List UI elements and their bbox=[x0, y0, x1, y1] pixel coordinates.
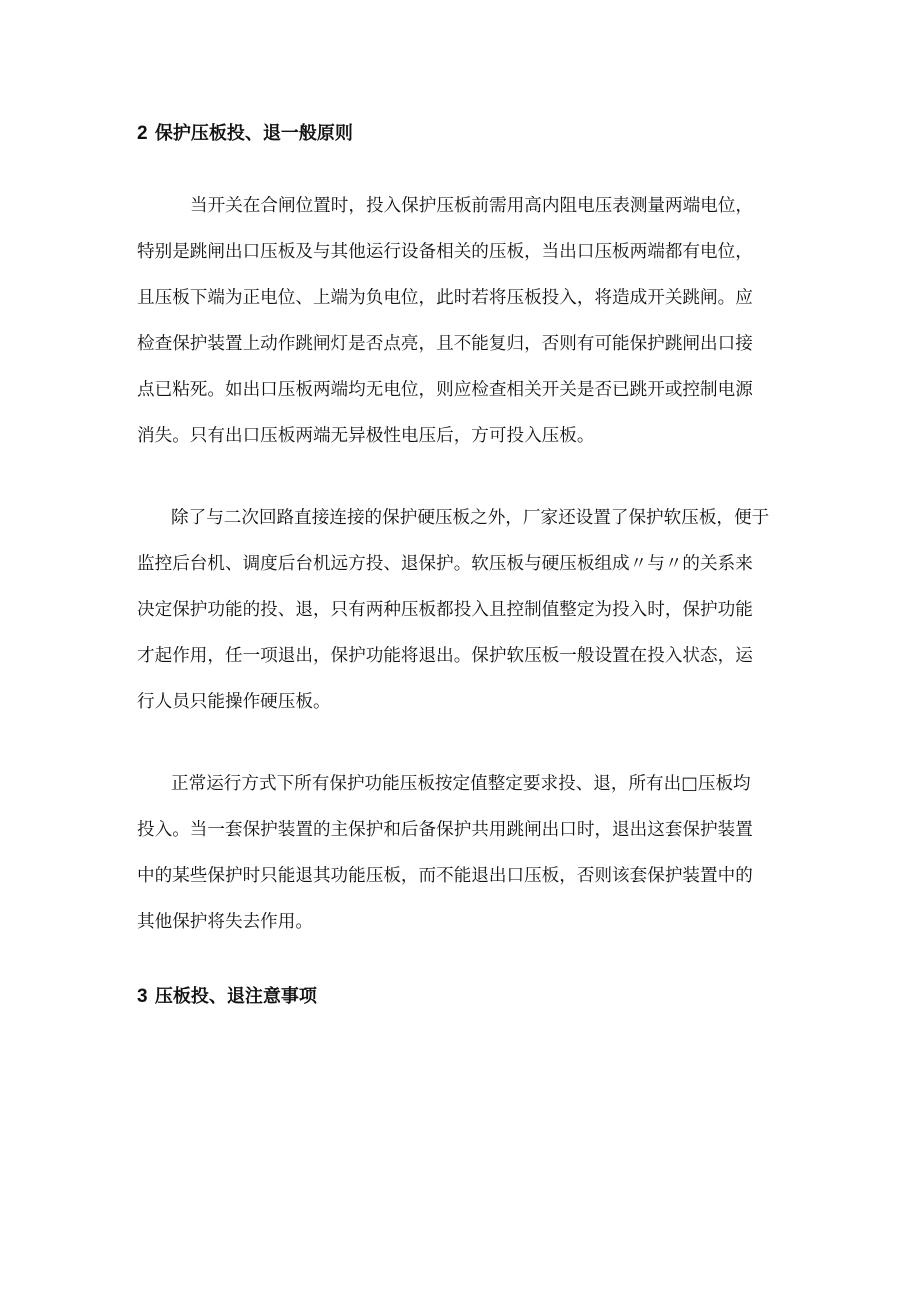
section-3-number: 3 bbox=[137, 986, 148, 1007]
paragraph-3-line-2: 投入。当一套保护装置的主保护和后备保护共用跳闸出口时，退出这套保护装置 bbox=[137, 820, 753, 840]
paragraph-2-line-2: 监控后台机、调度后台机远方投、退保护。软压板与硬压板组成〃与〃的关系来 bbox=[137, 554, 753, 574]
paragraph-2-line-1: 除了与二次回路直接连接的保护硬压板之外，厂家还设置了保护软压板，便于 bbox=[171, 508, 770, 528]
section-2-number: 2 bbox=[137, 123, 148, 144]
section-2-heading bbox=[137, 121, 353, 147]
paragraph-1-line-1: 当开关在合闸位置时，投入保护压板前需用高内阻电压表测量两端电位， bbox=[190, 196, 754, 216]
paragraph-1-line-2: 特别是跳闸出口压板及与其他运行设备相关的压板，当出口压板两端都有电位， bbox=[137, 242, 753, 262]
paragraph-3 bbox=[137, 761, 797, 945]
paragraph-1-line-3: 且压板下端为正电位、上端为负电位，此时若将压板投入，将造成开关跳闸。应 bbox=[137, 288, 753, 308]
paragraph-2-line-4: 才起作用，任一项退出，保护功能将退出。保护软压板一般设置在投入状态，运 bbox=[137, 646, 753, 666]
paragraph-3-line-4: 其他保护将失去作用。 bbox=[137, 912, 313, 932]
paragraph-2-line-3: 决定保护功能的投、退，只有两种压板都投入且控制值整定为投入时，保护功能 bbox=[137, 600, 753, 620]
paragraph-1-line-5: 点已粘死。如出口压板两端均无电位，则应检查相关开关是否已跳开或控制电源 bbox=[137, 380, 753, 400]
paragraph-2 bbox=[137, 495, 797, 725]
paragraph-1-line-4: 检查保护装置上动作跳闸灯是否点亮，且不能复归，否则有可能保护跳闸出口接 bbox=[137, 334, 753, 354]
section-3-heading bbox=[137, 984, 317, 1010]
section-2-title: 保护压板投、退一般原则 bbox=[154, 123, 353, 144]
paragraph-1 bbox=[137, 183, 797, 459]
paragraph-3-line-3: 中的某些保护时只能退其功能压板，而不能退出口压板，否则该套保护装置中的 bbox=[137, 866, 753, 886]
paragraph-1-line-6: 消失。只有出口压板两端无异极性电压后，方可投入压板。 bbox=[137, 426, 595, 446]
paragraph-3-line-1: 正常运行方式下所有保护功能压板按定值整定要求投、退，所有出□压板均 bbox=[171, 774, 751, 794]
section-3-title: 压板投、退注意事项 bbox=[154, 986, 317, 1007]
paragraph-2-line-5: 行人员只能操作硬压板。 bbox=[137, 692, 331, 712]
